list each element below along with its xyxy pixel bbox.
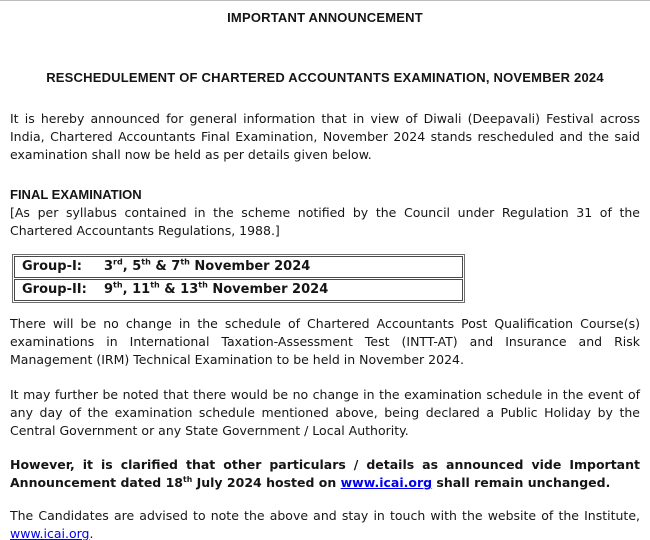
- syllabus-note: [As per syllabus contained in the scheme notified by the Council under Regulation 31 of the Chartered Accountants Regulations, 1988.]: [10, 205, 640, 238]
- schedule-table: [12, 254, 465, 303]
- no-change-paragraph: There will be no change in the schedule of Chartered Accountants Post Qualification Course(s) examinations in International Taxation-Assessment Test (INTT-AT) and Insurance and Risk Management (IRM) Technical Examination to be held in November 2024.: [10, 316, 640, 367]
- document-title: RESCHEDULEMENT OF CHARTERED ACCOUNTANTS EXAMINATION, NOVEMBER 2024: [46, 70, 604, 85]
- icai-org-link[interactable]: www.icai.org: [10, 526, 90, 540]
- public-holiday-paragraph: It may further be noted that there would be no change in the examination schedule in the event of any day of the examination schedule mentioned above, being declared a Public Holiday by the Central Government or any State Government / Local Authority.: [10, 387, 640, 438]
- superscript: th: [150, 280, 160, 290]
- schedule-cell-group-2: [14, 279, 463, 301]
- group-1-dates: 3rd, 5th & 7th November 2024: [104, 257, 311, 274]
- announcement-label: IMPORTANT ANNOUNCEMENT: [227, 10, 423, 25]
- schedule-row-group-1: [14, 256, 463, 278]
- group-2-dates: 9th, 11th & 13th November 2024: [104, 280, 329, 297]
- superscript: th: [198, 280, 208, 290]
- superscript: th: [141, 257, 151, 267]
- superscript: th: [180, 257, 190, 267]
- group-2-label: Group-II:: [22, 282, 87, 297]
- schedule-row-group-2: [14, 279, 463, 301]
- intro-paragraph: It is hereby announced for general information that in view of Diwali (Deepavali) Festival across India, Chartered Accountants Final Examination, November 2024 stands rescheduled and the said examination shall now be held as per details given below.: [10, 111, 640, 162]
- icai-org-link[interactable]: www.icai.org: [340, 475, 433, 490]
- final-examination-heading: FINAL EXAMINATION: [10, 187, 142, 202]
- superscript: th: [113, 280, 123, 290]
- superscript: th: [183, 474, 193, 484]
- group-1-label: Group-I:: [22, 259, 83, 274]
- schedule-cell-group-1: [14, 256, 463, 278]
- candidates-paragraph: The Candidates are advised to note the above and stay in touch with the website of the Institute, www.icai.org.: [10, 508, 640, 540]
- however-paragraph: However, it is clarified that other particulars / details as announced vide Important Announcement dated 18th July 2024 hosted on www.icai.org shall remain unchanged.: [10, 457, 640, 490]
- superscript: rd: [113, 257, 123, 267]
